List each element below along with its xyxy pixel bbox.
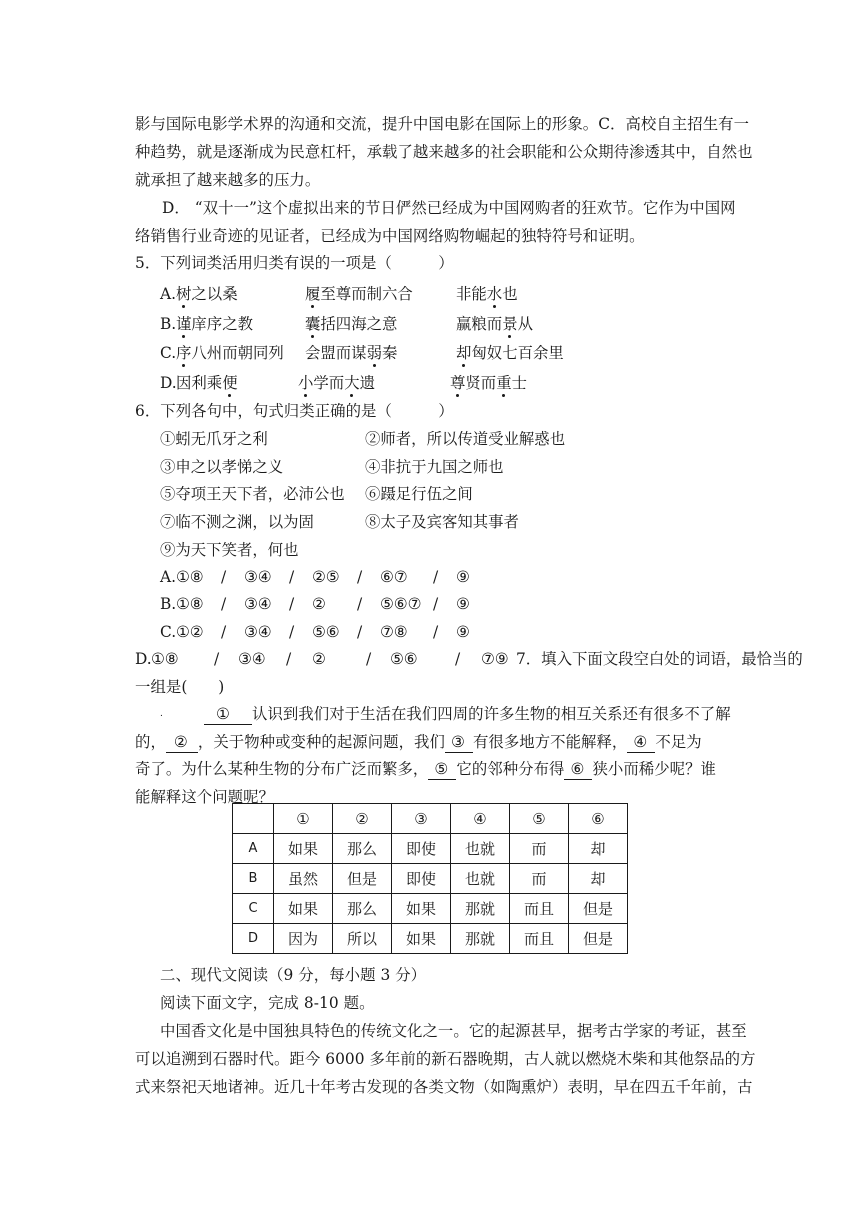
phrase: 小学而大遗 (298, 374, 376, 392)
table-row (233, 894, 628, 924)
paragraph-line: 可以追溯到石器时代。距今 6000 多年前的新石器晚期，古人就以燃烧木柴和其他祭品的方 (135, 1050, 756, 1068)
group: ③④ (244, 595, 272, 613)
phrase: 囊括四海之意 (305, 315, 398, 333)
option-label: A. (160, 568, 177, 586)
table-cell: C (233, 894, 274, 924)
group: ①⑧ (176, 595, 204, 613)
separator: / (289, 595, 295, 613)
table-cell: 但是 (569, 894, 628, 924)
group: ③④ (238, 650, 266, 668)
table-cell: 如果 (392, 894, 451, 924)
sentence-item: ⑧太子及宾客知其事者 (365, 513, 519, 531)
table-cell: ② (333, 804, 392, 834)
separator: / (214, 650, 220, 668)
option-label: B. (160, 315, 177, 333)
table-cell: 虽然 (274, 864, 333, 894)
group: ⑤⑥ (390, 650, 418, 668)
separator: / (221, 568, 227, 586)
paragraph-line: 式来祭祀天地诸神。近几十年考古发现的各类文物（如陶熏炉）表明，早在四五千年前，古 (135, 1078, 753, 1096)
table-row (233, 924, 628, 954)
group: ⑥⑦ (380, 568, 408, 586)
table-cell: 即使 (392, 834, 451, 864)
phrase: 因利乘便 (176, 374, 238, 392)
option-label: B. (160, 595, 177, 613)
option-label: D. (135, 650, 152, 668)
answer-table (232, 803, 628, 954)
question-7-stem-cont: 一组是( ) (135, 678, 225, 696)
table-cell: 那么 (333, 834, 392, 864)
option-label: A. (160, 285, 177, 303)
phrase: 序八州而朝同列 (176, 344, 284, 362)
table-cell: 那就 (451, 894, 510, 924)
group: ⑨ (456, 568, 470, 586)
separator: / (433, 568, 439, 586)
paragraph-line: D． “双十一”这个虚拟出来的节日俨然已经成为中国网购者的狂欢节。它作为中国网 (162, 199, 736, 217)
group: ⑦⑨ (481, 650, 509, 668)
sentence-item: ①蚓无爪牙之利 (160, 430, 268, 448)
separator: / (366, 650, 372, 668)
option-label: C. (160, 344, 177, 362)
table-cell: 如果 (274, 894, 333, 924)
question-5-stem: 5．下列词类活用归类有误的一项是（ ） (135, 254, 454, 272)
group: ⑤⑥⑦ (380, 595, 422, 613)
sentence-item: ⑨为天下笑者，何也 (160, 541, 299, 559)
group: ⑨ (456, 595, 470, 613)
group: ② (312, 650, 326, 668)
table-cell: 而且 (510, 894, 569, 924)
table-cell (233, 804, 274, 834)
group: ⑤⑥ (312, 623, 340, 641)
passage-line: 奇了。为什么某种生物的分布广泛而繁多， ⑤ 它的邻种分布得 ⑥ 狭小而稀少呢？谁 (135, 760, 716, 778)
blank-5: ⑤ (428, 759, 456, 780)
table-row (233, 864, 628, 894)
section-instruction: 阅读下面文字，完成 8-10 题。 (160, 994, 375, 1012)
table-cell: A (233, 834, 274, 864)
passage-line: 能解释这个问题呢？ (135, 788, 274, 806)
table-cell: 即使 (392, 864, 451, 894)
table-cell: 也就 (451, 834, 510, 864)
paragraph-line: 就承担了越来越多的压力。 (135, 171, 321, 189)
separator: / (289, 568, 295, 586)
group: ② (312, 595, 326, 613)
question-7-stem: 7．填入下面文段空白处的词语，最恰当的 (516, 650, 803, 668)
option-label: C. (160, 623, 177, 641)
table-cell: B (233, 864, 274, 894)
blank-6: ⑥ (564, 759, 592, 780)
table-cell: 但是 (569, 924, 628, 954)
phrase: 尊贤而重士 (450, 374, 528, 392)
table-cell: 如果 (274, 834, 333, 864)
separator: / (433, 623, 439, 641)
table-cell: ④ (451, 804, 510, 834)
paragraph-line: 影与国际电影学术界的沟通和交流，提升中国电影在国际上的形象。C．高校自主招生有一 (135, 115, 750, 133)
table-cell: 而 (510, 864, 569, 894)
sentence-item: ⑦临不测之渊，以为固 (160, 513, 314, 531)
question-6-stem: 6．下列各句中，句式归类正确的是（ ） (135, 402, 454, 420)
phrase: 履至尊而制六合 (305, 285, 413, 303)
table-cell: 因为 (274, 924, 333, 954)
table-cell: ⑤ (510, 804, 569, 834)
table-cell: 如果 (392, 924, 451, 954)
passage-line: ① 认识到我们对于生活在我们四周的许多生物的相互关系还有很多不了解 (204, 704, 731, 726)
sentence-item: ③申之以孝悌之义 (160, 458, 284, 476)
blank-3: ③ (445, 732, 473, 753)
table-cell: ③ (392, 804, 451, 834)
section-heading: 二、现代文阅读（9 分，每小题 3 分） (160, 966, 427, 984)
separator: / (289, 623, 295, 641)
separator: / (221, 623, 227, 641)
phrase: 却匈奴七百余里 (456, 344, 564, 362)
small-mark: . (160, 709, 163, 719)
sentence-item: ⑤夺项王天下者，必沛公也 (160, 485, 345, 503)
group: ①⑧ (176, 568, 204, 586)
group: ①② (176, 623, 204, 641)
table-header-row (233, 804, 628, 834)
passage-line: 的， ② ，关于物种或变种的起源问题，我们 ③ 有很多地方不能解释， ④ 不足为 (135, 733, 702, 751)
table-cell: 而且 (510, 924, 569, 954)
table-cell: D (233, 924, 274, 954)
blank-2: ② (166, 732, 198, 753)
paragraph-line: 络销售行业奇迹的见证者，已经成为中国网络购物崛起的独特符号和证明。 (135, 227, 645, 245)
phrase: 会盟而谋弱秦 (305, 344, 398, 362)
phrase: 赢粮而景从 (456, 315, 533, 333)
table-cell: 那就 (451, 924, 510, 954)
sentence-item: ⑥蹑足行伍之间 (365, 485, 473, 503)
group: ⑦⑧ (380, 623, 408, 641)
separator: / (286, 650, 292, 668)
table-cell: 那么 (333, 894, 392, 924)
separator: / (357, 595, 363, 613)
table-cell: 但是 (333, 864, 392, 894)
table-cell: 所以 (333, 924, 392, 954)
group: ③④ (244, 568, 272, 586)
group: ③④ (244, 623, 272, 641)
group: ①⑧ (151, 650, 179, 668)
group: ②⑤ (312, 568, 340, 586)
phrase: 树之以桑 (176, 285, 238, 303)
group: ⑨ (456, 623, 470, 641)
blank-1: ① (204, 704, 252, 725)
separator: / (357, 623, 363, 641)
table-cell: 也就 (451, 864, 510, 894)
paragraph-line: 中国香文化是中国独具特色的传统文化之一。它的起源甚早，据考古学家的考证，甚至 (160, 1022, 747, 1040)
option-label: D. (160, 374, 177, 392)
table-cell: 而 (510, 834, 569, 864)
sentence-item: ②师者，所以传道受业解惑也 (365, 430, 566, 448)
paragraph-line: 种趋势，就是逐渐成为民意杠杆，承载了越来越多的社会职能和公众期待渗透其中，自然也 (135, 143, 753, 161)
table-cell: ① (274, 804, 333, 834)
separator: / (357, 568, 363, 586)
separator: / (455, 650, 461, 668)
table-row (233, 834, 628, 864)
sentence-item: ④非抗于九国之师也 (365, 458, 504, 476)
table-cell: 却 (569, 834, 628, 864)
phrase: 谨庠序之教 (176, 315, 253, 333)
blank-4: ④ (627, 732, 655, 753)
table-cell: 却 (569, 864, 628, 894)
table-cell: ⑥ (569, 804, 628, 834)
separator: / (221, 595, 227, 613)
separator: / (433, 595, 439, 613)
phrase: 非能水也 (456, 285, 518, 303)
